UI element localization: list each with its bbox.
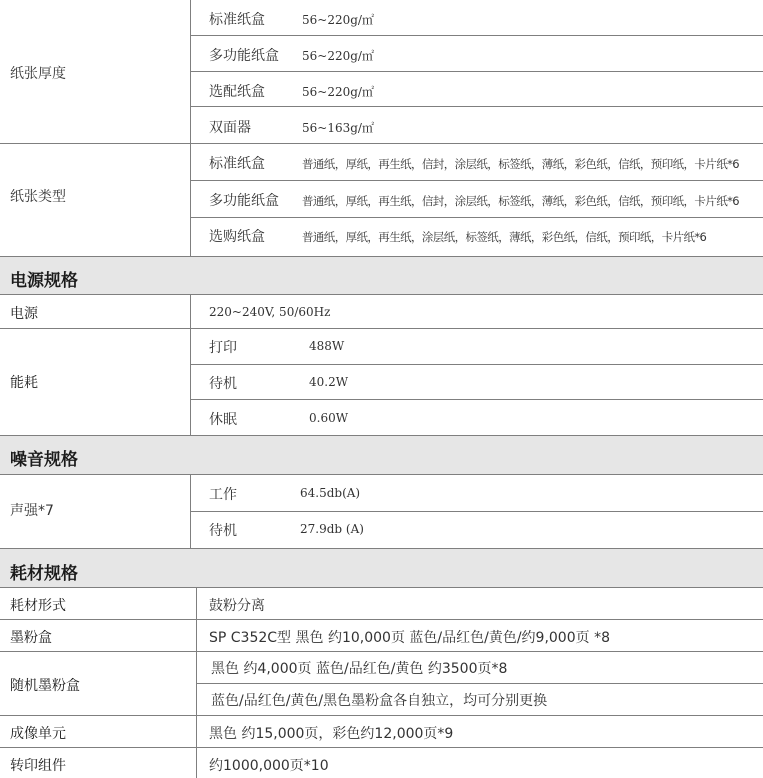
bundled-toner-label: 随机墨粉盒 <box>10 678 80 694</box>
toner-value: SP C352C型 黑色 约10,000页 蓝色/品红色/黄色/约9,000页 *8 <box>209 630 610 646</box>
consumables-section-title: 耗材规格 <box>10 564 78 584</box>
row-divider <box>196 683 763 684</box>
consumption-row-value: 0.60W <box>309 411 349 425</box>
column-divider <box>190 295 191 435</box>
paper-type-label: 纸张类型 <box>10 189 66 205</box>
noise-section-header <box>0 436 763 474</box>
thickness-row-name: 标准纸盒 <box>209 12 265 28</box>
thickness-row-value: 56~220g/㎡ <box>302 49 374 63</box>
row-divider <box>190 180 763 181</box>
thickness-row-name: 多功能纸盒 <box>209 48 279 64</box>
toner-label: 墨粉盒 <box>10 630 52 646</box>
consumable-form-value: 鼓粉分离 <box>209 598 265 614</box>
row-divider <box>190 399 763 400</box>
section-bottom-border <box>0 587 763 588</box>
consumption-label: 能耗 <box>10 375 38 391</box>
thickness-row-value: 56~220g/㎡ <box>302 13 374 27</box>
bundled-toner-note: 蓝色/品红色/黄色/黑色墨粉盒各自独立，均可分别更换 <box>211 693 548 709</box>
transfer-unit-value: 约1000,000页*10 <box>209 758 329 774</box>
consumption-row-name: 打印 <box>209 340 237 356</box>
row-divider <box>190 35 763 36</box>
power-section-title: 电源规格 <box>10 271 78 291</box>
row-divider <box>190 217 763 218</box>
row-divider <box>0 143 763 144</box>
noise-section-title: 噪音规格 <box>10 450 78 470</box>
consumption-row-value: 40.2W <box>309 375 349 389</box>
sound-row-name: 待机 <box>209 523 237 539</box>
thickness-row-name: 选配纸盒 <box>209 84 265 100</box>
bundled-toner-value: 黑色 约4,000页 蓝色/品红色/黄色 约3500页*8 <box>211 661 508 677</box>
thickness-row-name: 双面器 <box>209 120 251 136</box>
power-section-header <box>0 257 763 294</box>
imaging-unit-value: 黑色 约15,000页，彩色约12,000页*9 <box>209 726 454 742</box>
consumption-row-value: 488W <box>309 339 345 353</box>
paper-thickness-label: 纸张厚度 <box>10 66 66 82</box>
row-divider <box>190 71 763 72</box>
thickness-row-value: 56~163g/㎡ <box>302 121 374 135</box>
sound-row-value: 64.5db(A) <box>300 486 361 500</box>
section-bottom-border <box>0 294 763 295</box>
paper-type-row-name: 多功能纸盒 <box>209 193 279 209</box>
thickness-row-value: 56~220g/㎡ <box>302 85 374 99</box>
section-bottom-border <box>0 474 763 475</box>
imaging-unit-label: 成像单元 <box>10 726 66 742</box>
power-label: 电源 <box>10 306 38 322</box>
consumption-row-name: 休眠 <box>209 412 237 428</box>
row-divider <box>0 619 763 620</box>
row-divider <box>0 651 763 652</box>
consumable-form-label: 耗材形式 <box>10 598 66 614</box>
consumption-row-name: 待机 <box>209 376 237 392</box>
sound-label: 声强*7 <box>10 503 54 519</box>
row-divider <box>190 364 763 365</box>
sound-row-value: 27.9db (A) <box>300 522 364 536</box>
sound-row-name: 工作 <box>209 487 237 503</box>
paper-type-row-name: 选购纸盒 <box>209 229 265 245</box>
power-value: 220~240V, 50/60Hz <box>209 305 331 319</box>
row-divider <box>190 106 763 107</box>
paper-type-row-value: 普通纸，厚纸，再生纸，涂层纸，标签纸，薄纸，彩色纸，信纸，预印纸，卡片纸*6 <box>302 230 707 244</box>
paper-type-row-value: 普通纸，厚纸，再生纸，信封，涂层纸，标签纸，薄纸，彩色纸，信纸，预印纸，卡片纸*6 <box>302 157 739 171</box>
row-divider <box>0 715 763 716</box>
row-divider <box>0 747 763 748</box>
row-divider <box>190 511 763 512</box>
paper-type-row-name: 标准纸盒 <box>209 156 265 172</box>
paper-type-row-value: 普通纸，厚纸，再生纸，信封，涂层纸，标签纸，薄纸，彩色纸，信纸，预印纸，卡片纸*6 <box>302 194 739 208</box>
row-divider <box>0 328 763 329</box>
consumables-section-header <box>0 549 763 587</box>
transfer-unit-label: 转印组件 <box>10 758 66 774</box>
